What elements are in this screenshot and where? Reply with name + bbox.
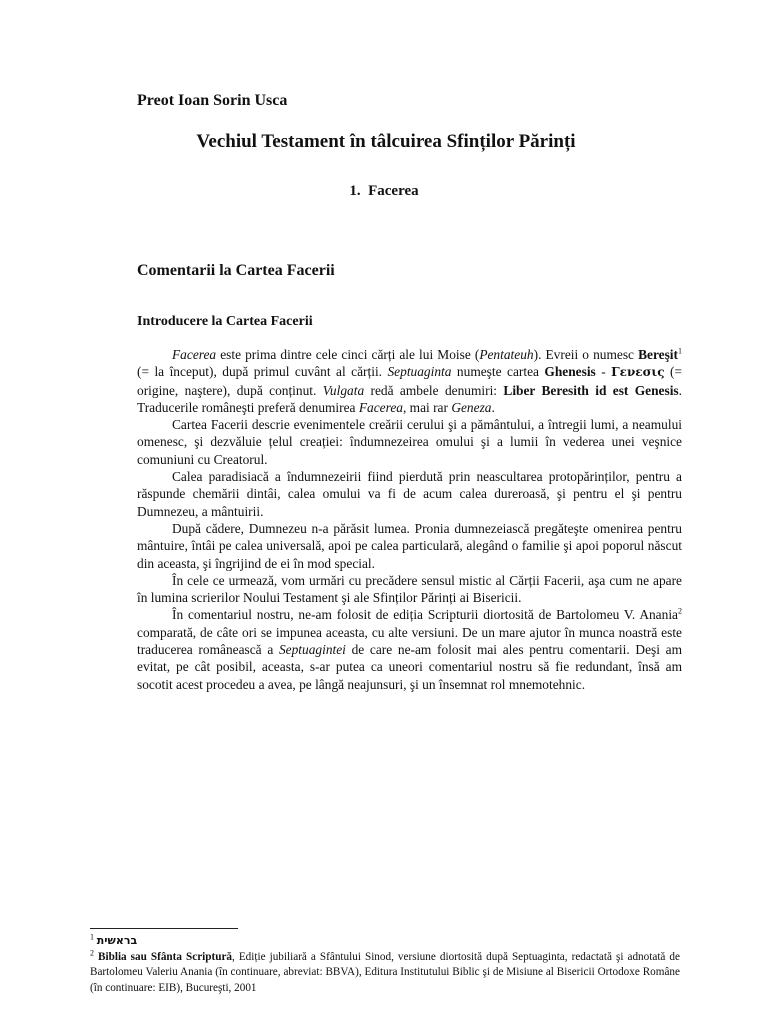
text-run: de care ne-am folosit mai ales pentru comentarii. Deşi am evitat, pe cât posibil, aceasta, s-ar putea ca uneori comentariul nostru să fie redundant, însă am socotit acest procedeu a avea, pe lângă neajunsuri, şi un însemnat rol mnemotehnic.: [137, 642, 682, 692]
text-run: În comentariul nostru, ne-am folosit de ediția Scripturii diortosită de Bartolomeu V. Anania: [172, 607, 678, 623]
italic-term: Septuaginta: [387, 364, 452, 380]
greek-term: Γενεσις: [611, 365, 665, 380]
book-number: 1.: [349, 183, 361, 199]
text-run: este prima dintre cele cinci cărți ale lui Moise (: [216, 347, 480, 362]
document-title: Vechiul Testament în tâlcuirea Sfinților Părinți: [196, 131, 576, 152]
text-run: numeşte cartea: [451, 364, 545, 380]
italic-term: Pentateuh: [479, 347, 534, 362]
italic-term: Facerea: [172, 347, 217, 362]
italic-term: Vulgata: [322, 382, 365, 398]
subsection-heading: Introducere la Cartea Facerii: [137, 314, 313, 329]
footnote-2: [90, 947, 680, 997]
italic-term: Facerea: [358, 399, 403, 415]
body-text: [137, 346, 682, 693]
text-run: .: [491, 399, 495, 415]
bold-term: Bereşit: [638, 347, 678, 362]
paragraph-2: Cartea Facerii descrie evenimentele creării cerului şi a pământului, a întregii lumi, a neamului omenesc, şi dezvăluie țelul creației: îndumnezeirea omului şi a lumii în vederea unei veşnice comuniuni cu Creatorul.: [137, 417, 682, 467]
italic-term: Geneza: [451, 399, 492, 415]
text-run: , mai rar: [402, 399, 452, 415]
italic-term: Septuagintei: [278, 642, 346, 658]
book-name: Facerea: [368, 183, 419, 199]
footnote-ref-1[interactable]: 1: [678, 346, 682, 356]
paragraph-6: [137, 606, 682, 692]
text-run: comparată, de câte ori se impunea aceasta, cu alte versiuni. De un mare ajutor în munca noastră este traducerea românească a: [137, 624, 682, 658]
paragraph-4: După cădere, Dumnezeu n-a părăsit lumea. Pronia dumnezeiască pregăteşte omenirea pentru mântuire, întâi pe calea universală, apoi pe calea particulară, alegând o familie şi apoi poporul născut din aceasta, şi îngrijind de ei în mod special.: [137, 520, 682, 571]
bold-term: Liber Beresith id est Genesis: [503, 382, 679, 398]
text-run: (= la început), după primul cuvânt al cărții.: [137, 364, 388, 380]
footnote-source-title: Biblia sau Sfânta Scriptură: [98, 950, 233, 963]
text-run: . Traducerile româneşti preferă denumirea: [137, 382, 682, 415]
footnote-mark: 2: [90, 947, 94, 957]
book-heading: [0, 183, 768, 200]
text-run: redă ambele denumiri:: [364, 382, 504, 398]
footnotes: [90, 933, 680, 996]
footnote-mark: 1: [90, 932, 94, 942]
hebrew-word: בראשית: [96, 934, 138, 947]
text-run: (= origine, naştere), după conținut.: [137, 364, 683, 398]
footnote-divider: [90, 928, 238, 929]
paragraph-3: Calea paradisiacă a îndumnezeirii fiind pierdută prin neascultarea protopărinților, pentru a răspunde chemării dintâi, calea omului va fi de acum calea dureroasă, şi pentru el şi pentru Dumnezeu, a mântuirii.: [137, 469, 682, 519]
text-run: ). Evreii o numesc: [533, 347, 639, 362]
footnote-1: [90, 933, 680, 950]
author-name: Preot Ioan Sorin Usca: [137, 92, 288, 109]
paragraph-1: [137, 346, 682, 416]
paragraph-5: În cele ce urmează, vom urmări cu precădere sensul mistic al Cărții Facerii, aşa cum ne apare în lumina scrierilor Noului Testament şi ale Sfinților Părinți ai Bisericii.: [137, 572, 682, 606]
footnote-text: , Ediție jubiliară a Sfântului Sinod, versiune diortosită după Septuaginta, redactată şi adnotată de Bartolomeu Valeriu Anania (în continuare, abreviat: BBVA), Editura Institutului Biblic şi de Misiune al Bisericii Ortodoxe Române (în continuare: EIB), Bucureşti, 2001: [90, 950, 680, 994]
footnote-ref-2[interactable]: 2: [678, 606, 682, 616]
text-run: -: [595, 364, 612, 380]
section-heading: Comentarii la Cartea Facerii: [137, 262, 335, 279]
bold-term: Ghenesis: [544, 364, 596, 380]
